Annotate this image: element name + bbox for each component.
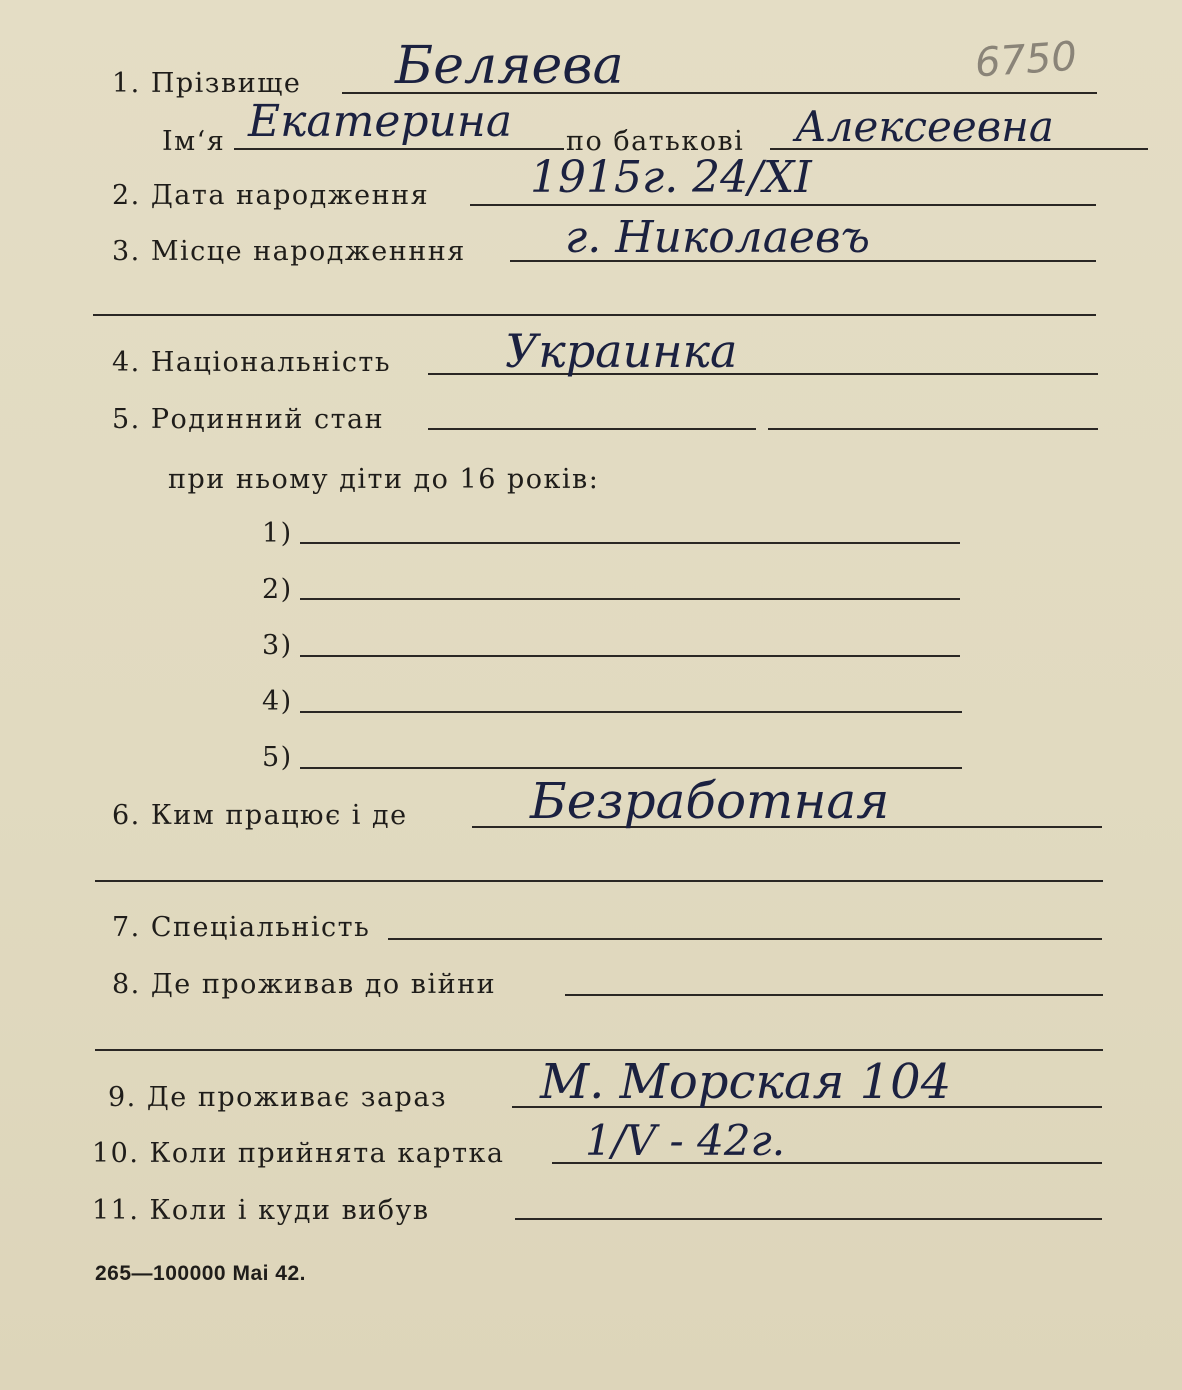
child-number: 3) — [262, 630, 293, 661]
child-number: 1) — [262, 518, 293, 549]
current-residence-value: М. Морская 104 — [540, 1054, 952, 1110]
first-name-label: Ім‘я — [162, 126, 226, 157]
surname-label: 1. Прізвище — [112, 68, 302, 99]
departure-line — [515, 1218, 1102, 1220]
marital-status-line-2 — [768, 428, 1098, 430]
first-name-value: Екатерина — [248, 96, 513, 147]
first-name-line — [234, 148, 564, 150]
archive-number: 6750 — [973, 33, 1079, 87]
birth-place-label: 3. Місце народженння — [112, 236, 466, 267]
surname-value: Беляева — [395, 36, 624, 96]
child-number: 4) — [262, 686, 293, 717]
prewar-residence-label: 8. Де проживав до війни — [112, 969, 497, 1000]
birth-date-label: 2. Дата народження — [112, 180, 430, 211]
patronymic-label: по батькові — [566, 126, 745, 157]
departure-label: 11. Коли і куди вибув — [92, 1195, 430, 1226]
occupation-label: 6. Ким працює і де — [112, 800, 408, 831]
birth-date-value: 1915г. 24/XI — [530, 152, 812, 203]
prewar-residence-line — [565, 994, 1103, 996]
child-line — [300, 542, 960, 544]
child-line — [300, 711, 962, 713]
printer-imprint: 265—100000 Mai 42. — [95, 1262, 306, 1285]
children-label: при ньому діти до 16 років: — [168, 464, 600, 495]
marital-status-line-1 — [428, 428, 756, 430]
child-number: 5) — [262, 742, 293, 773]
nationality-value: Украинка — [505, 324, 738, 378]
birth-place-line-2 — [93, 314, 1096, 316]
nationality-label: 4. Національність — [112, 347, 392, 378]
prewar-residence-line-2 — [95, 1049, 1103, 1051]
birth-place-value: г. Николаевъ — [565, 212, 870, 263]
child-number: 2) — [262, 574, 293, 605]
child-line — [300, 655, 960, 657]
patronymic-value: Алексеевна — [795, 102, 1054, 151]
card-accepted-label: 10. Коли прийнята картка — [92, 1138, 505, 1169]
marital-status-label: 5. Родинний стан — [112, 404, 385, 435]
specialty-label: 7. Спеціальність — [112, 912, 371, 943]
current-residence-label: 9. Де проживає зараз — [108, 1082, 448, 1113]
child-line — [300, 767, 962, 769]
specialty-line — [388, 938, 1102, 940]
card-accepted-value: 1/V - 42г. — [585, 1116, 786, 1165]
occupation-value: Безработная — [530, 772, 890, 830]
child-line — [300, 598, 960, 600]
birth-date-line — [470, 204, 1096, 206]
occupation-line-2 — [95, 880, 1103, 882]
